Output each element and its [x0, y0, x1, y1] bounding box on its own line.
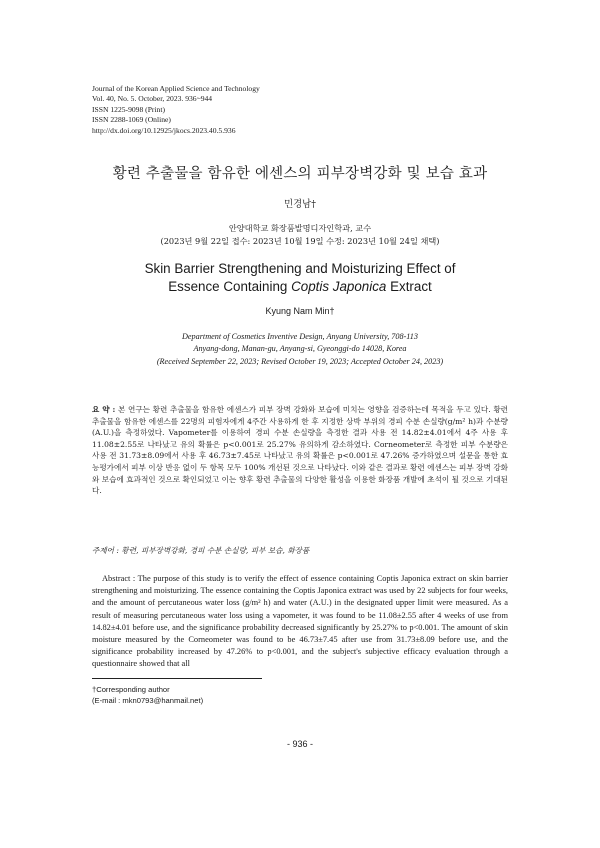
korean-affiliation: 안양대학교 화장품발명디자인학과, 교수: [228, 223, 372, 233]
journal-info: [92, 84, 260, 136]
english-title-line1: Skin Barrier Strengthening and Moisturizing Effect of: [144, 261, 456, 276]
corresponding-email: (E-mail : mkn0793@hanmail.net): [92, 696, 204, 706]
english-affiliation-block: [0, 331, 600, 368]
korean-author: 민경남†: [284, 199, 316, 210]
footnote: [92, 684, 203, 706]
english-dates: (Received September 22, 2023; Revised October 19, 2023; Accepted October 24, 2023): [156, 356, 444, 366]
korean-title: 황련 추출물을 함유한 에센스의 피부장벽강화 및 보습 효과: [112, 166, 488, 182]
issn-print: ISSN 1225-9098 (Print): [92, 104, 165, 114]
english-abstract: [92, 573, 508, 671]
english-author: Kyung Nam Min†: [265, 306, 335, 316]
issn-online: ISSN 2288-1069 (Online): [92, 115, 171, 125]
english-affiliation-line1: Department of Cosmetics Inventive Design, Anyang University, 708-113: [182, 332, 418, 341]
corresponding-author-note: †Corresponding author: [92, 685, 170, 694]
english-title-line2: [0, 278, 600, 296]
doi-link[interactable]: http://dx.doi.org/10.12925/jkocs.2023.40.5.936: [92, 125, 236, 135]
english-title-pre: Essence Containing: [168, 278, 292, 294]
korean-dates: (2023년 9월 22일 접수: 2023년 10월 19일 수정: 2023년 10월 24일 채택): [160, 235, 440, 246]
english-affiliation-line2: Anyang-dong, Manan-gu, Anyang-si, Gyeonggi-do 14028, Korea: [193, 344, 407, 354]
korean-keywords: 주제어 : 황련, 피부장벽강화, 경피 수분 손실량, 피부 보습, 화장품: [92, 546, 310, 555]
english-title: [0, 260, 600, 295]
english-title-species: Coptis Japonica: [291, 278, 387, 294]
footnote-divider: [92, 678, 262, 679]
journal-volume: Vol. 40, No. 5. October, 2023. 936~944: [92, 94, 213, 104]
english-title-post: Extract: [386, 278, 432, 294]
english-abstract-text: The purpose of this study is to verify the effect of essence containing Coptis Japonica extract on skin barrier strengthening and moisturizing. The essence containing the Coptis Japonica extract was used by 22 subjects for four weeks, and the amount of percutaneous water loss (g/m² h) and water (A.U.) in the designated upper limit were measured. As a result of measuring percutaneous water loss using a vapometer, it was found to be 11.08±2.55 after 4 weeks of use from 14.82±4.01 before use, and the significance probability decreased significantly by 25.27% to p<0.001. The amount of skin moisture measured by the Corneometer was found to be 46.73±7.45 after use from 31.73±8.09 before use, and the significance probability increased by 47.26% to p<0.001, and the subject's subjective efficacy evaluation through a questionnaire showed that all: [92, 574, 508, 669]
korean-abstract: [92, 404, 508, 497]
page-number: - 936 -: [286, 739, 313, 749]
english-abstract-label: Abstract :: [102, 574, 136, 583]
journal-name: Journal of the Korean Applied Science and Technology: [92, 84, 260, 93]
korean-abstract-text: 본 연구는 황련 추출물을 함유한 에센스가 피부 장벽 강화와 보습에 미치는 영향을 검증하는데 목적을 두고 있다. 황련 추출물을 함유한 에센스를 22명의 피험자에게 4주간 사용하게 한 후 지정한 상박 부위의 경피 수분 손실량(g/m² h)과 수분량(A.U.)을 측정하였다. Vapometer를 이용하여 경피 수분 손실량을 측정한 결과 사용 전 14.82±4.01에서 4주 사용 후 11.08±2.55로 나타났고 유의 확률은 p<0.001로 25.27% 유의하게 감소하였다. Corneometer로 측정한 피부 수분량은 사용 전 31.73±8.09에서 사용 후 46.73±7.45로 나타났고 유의 확률은 p<0.001로 47.26% 증가하였으며 설문을 통한 효능평가에서 피부 이상 반응 없이 두 항목 모두 100% 개선된 것으로 나타났다. 이와 같은 결과로 황련 에센스는 피부 장벽 강화와 보습에 효과적인 것으로 확인되었고 이는 향후 황련 추출물의 다양한 활성을 이용한 화장품 개발에 초석이 될 것으로 기대된다.: [92, 405, 508, 496]
korean-affiliation-block: [0, 222, 600, 248]
korean-abstract-label: 요 약 :: [92, 405, 116, 414]
